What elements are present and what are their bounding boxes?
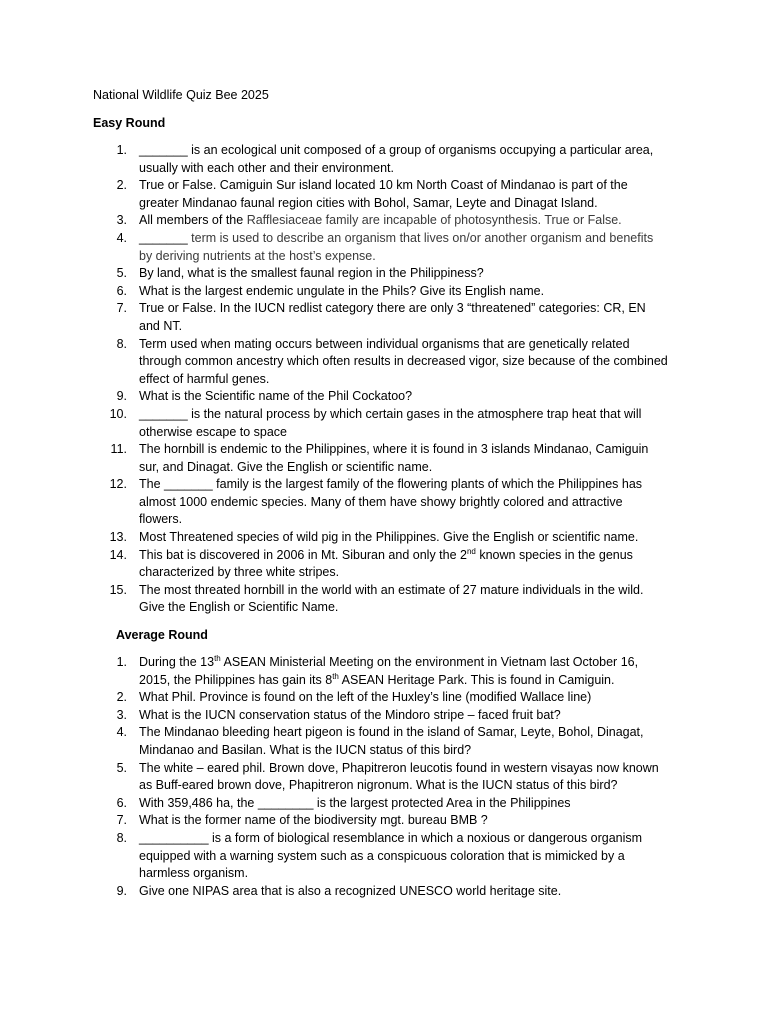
question-text: During the 13th ASEAN Ministerial Meeting on the environment in Vietnam last October 16, 2015, the Philippines has gain its 8th ASEAN Heritage Park. This is found in Camiguin. <box>139 654 639 687</box>
question-text: The white – eared phil. Brown dove, Phapitreron leucotis found in western visayas now known as Buff-eared brown dove, Phapitreron nigronum. What is the IUCN status of this bird? <box>139 760 659 793</box>
document-title: National Wildlife Quiz Bee 2025 <box>93 88 269 102</box>
question-number: 6. <box>116 283 127 298</box>
question-text: What is the largest endemic ungulate in the Phils? Give its English name. <box>139 283 545 298</box>
question-number: 2. <box>116 690 127 705</box>
question-item <box>0 760 669 795</box>
question-item <box>0 177 669 212</box>
question-text: The hornbill is endemic to the Philippines, where it is found in 3 islands Mindanao, Camiguin sur, and Dinagat. Give the English or scientific name. <box>139 442 649 474</box>
question-number: 7. <box>116 813 127 828</box>
question-item <box>0 724 669 759</box>
question-text: Give one NIPAS area that is also a recognized UNESCO world heritage site. <box>139 883 562 898</box>
question-item <box>0 283 669 301</box>
question-number: 8. <box>116 830 127 845</box>
question-text: Most Threatened species of wild pig in the Philippines. Give the English or scientific name. <box>139 530 639 545</box>
question-text: All members of the Rafflesiaceae family are incapable of photosynthesis. True or False. <box>139 213 622 228</box>
question-text: The _______ family is the largest family of the flowering plants of which the Philippines has almost 1000 endemic species. Many of them have showy brightly colored and attractive flowers. <box>139 477 643 527</box>
question-item <box>0 388 669 406</box>
question-number: 9. <box>116 389 127 404</box>
question-item <box>0 654 669 689</box>
question-item <box>0 441 669 476</box>
question-text: Term used when mating occurs between individual organisms that are genetically related through common ancestry which often results in decreased vigor, size because of the combined effect of harmful genes. <box>139 336 668 386</box>
question-item <box>0 230 669 265</box>
question-text: What is the Scientific name of the Phil Cockatoo? <box>139 389 413 404</box>
question-item <box>0 529 669 547</box>
question-item <box>0 406 669 441</box>
question-text: What is the former name of the biodiversity mgt. bureau BMB ? <box>139 813 488 828</box>
question-number: 3. <box>116 213 127 228</box>
question-item <box>0 142 669 177</box>
question-text: What Phil. Province is found on the left of the Huxley’s line (modified Wallace line) <box>139 690 592 705</box>
question-number: 13. <box>109 530 127 545</box>
question-item <box>0 265 669 283</box>
question-text: _______ is the natural process by which certain gases in the atmosphere trap heat that will otherwise escape to space <box>139 406 642 439</box>
easy-round-question-list <box>0 142 680 617</box>
question-number: 4. <box>116 725 127 740</box>
question-item <box>0 812 669 830</box>
question-number: 2. <box>116 178 127 193</box>
question-number: 1. <box>116 655 127 669</box>
question-item <box>0 547 669 582</box>
question-number: 15. <box>109 582 127 597</box>
question-item <box>0 336 669 389</box>
question-number: 11. <box>110 442 127 457</box>
question-text: With 359,486 ha, the ________ is the largest protected Area in the Philippines <box>139 795 571 810</box>
question-number: 9. <box>116 883 127 898</box>
easy-round-heading: Easy Round <box>93 116 166 130</box>
question-number: 5. <box>116 760 127 775</box>
question-text: The most threated hornbill in the world with an estimate of 27 mature individuals in the wild. Give the English or Scientific Name. <box>139 582 644 615</box>
question-text: _______ term is used to describe an organism that lives on/or another organism and benefits by deriving nutrients at the host’s expense. <box>139 230 654 263</box>
question-item <box>0 883 669 901</box>
question-item <box>0 212 669 230</box>
question-text: This bat is discovered in 2006 in Mt. Siburan and only the 2nd known species in the genus characterized by three white stripes. <box>139 546 633 580</box>
average-round-heading: Average Round <box>116 628 208 642</box>
question-number: 14. <box>109 547 127 562</box>
question-number: 3. <box>116 707 127 722</box>
question-item <box>0 707 669 725</box>
question-number: 10. <box>109 406 127 421</box>
question-number: 12. <box>109 477 127 492</box>
question-text: The Mindanao bleeding heart pigeon is found in the island of Samar, Leyte, Bohol, Dinagat, Mindanao and Basilan. What is the IUCN status of this bird? <box>139 725 644 757</box>
question-item <box>0 300 669 335</box>
question-number: 4. <box>116 230 127 245</box>
question-text: __________ is a form of biological resemblance in which a noxious or dangerous organism equipped with a warning system such as a conspicuous coloration that is mimicked by a harmless organism. <box>139 830 643 881</box>
question-text: True or False. In the IUCN redlist category there are only 3 “threatened” categories: CR, EN and NT. <box>139 301 646 333</box>
question-item <box>0 689 669 707</box>
question-number: 8. <box>116 336 127 351</box>
question-number: 5. <box>116 266 127 281</box>
question-text: By land, what is the smallest faunal region in the Philippiness? <box>139 266 484 281</box>
question-text: _______ is an ecological unit composed of a group of organisms occupying a particular area, usually with each other and their environment. <box>139 143 654 175</box>
question-text: What is the IUCN conservation status of the Mindoro stripe – faced fruit bat? <box>139 707 561 722</box>
question-item <box>0 476 669 529</box>
question-number: 6. <box>116 795 127 810</box>
question-item <box>0 830 669 883</box>
question-item <box>0 582 669 617</box>
question-text: True or False. Camiguin Sur island located 10 km North Coast of Mindanao is part of the greater Mindanao faunal region cities with Bohol, Samar, Leyte and Dinagat Island. <box>139 178 628 210</box>
question-item <box>0 795 669 813</box>
average-round-question-list <box>0 654 680 900</box>
question-number: 1. <box>116 143 127 157</box>
question-number: 7. <box>116 301 127 316</box>
